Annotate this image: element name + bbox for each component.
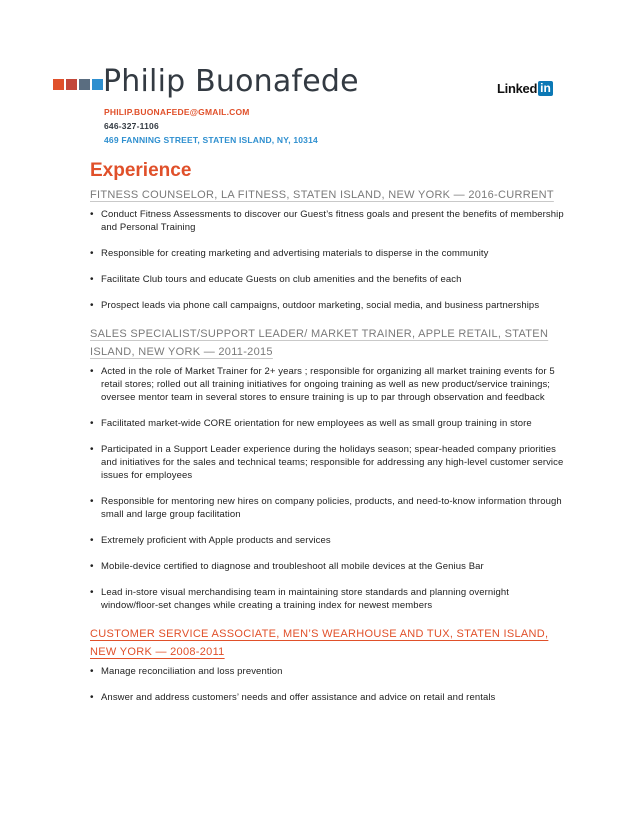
bullet-item: • Conduct Fitness Assessments to discover our Guest’s fitness goals and present the benefits of membership and Personal Training [90,208,568,234]
phone-number: 646-327-1106 [104,121,159,131]
linkedin-word: Linked [497,81,538,96]
job-bullets [90,365,568,612]
bullet-item: • Answer and address customers’ needs and offer assistance and advice on retail and rentals [90,691,568,704]
bullet-item: • Mobile-device certified to diagnose and troubleshoot all mobile devices at the Genius Bar [90,560,568,573]
job-entry [90,625,568,704]
section-title-experience: Experience [90,160,192,181]
logo-square [53,79,64,90]
job-bullets [90,665,568,704]
address: 469 FANNING STREET, STATEN ISLAND, NY, 10314 [104,135,318,145]
bullet-item: • Prospect leads via phone call campaigns, outdoor marketing, social media, and business partnerships [90,299,568,312]
bullet-item: • Lead in-store visual merchandising team in maintaining store standards and planning overnight window/floor-set changes while creating a training index for newest members [90,586,568,612]
bullet-item: • Responsible for creating marketing and advertising materials to disperse in the community [90,247,568,260]
job-title: CUSTOMER SERVICE ASSOCIATE, MEN’S WEARHOUSE AND TUX, STATEN ISLAND, NEW YORK — 2008-2011 [90,628,549,658]
bullet-item: • Responsible for mentoring new hires on company policies, products, and need-to-know information through small and large group facilitation [90,495,568,521]
logo-square [92,79,103,90]
linkedin-logo[interactable] [497,81,553,96]
job-entry [90,325,568,612]
bullet-item: • Extremely proficient with Apple products and services [90,534,568,547]
bullet-item: • Acted in the role of Market Trainer for 2+ years ; responsible for organizing all market training events for 5 retail stores; rolled out all training initiatives for ongoing training as well as new product/service trainings; oversee mentor team in several stores to ensure training is up to par through observation and feedback [90,365,568,404]
bullet-item: • Facilitate Club tours and educate Guests on club amenities and the benefits of each [90,273,568,286]
resume-name: Philip Buonafede [103,64,359,99]
logo-square [66,79,77,90]
job-bullets [90,208,568,312]
bullet-item: • Participated in a Support Leader experience during the holidays season; spear-headed company priorities and initiatives for the sales and technical teams; responsible for addressing any high-level customer service issues for employees [90,443,568,482]
job-title: FITNESS COUNSELOR, LA FITNESS, STATEN ISLAND, NEW YORK — 2016-CURRENT [90,189,554,201]
contact-block [104,105,318,147]
job-title: SALES SPECIALIST/SUPPORT LEADER/ MARKET TRAINER, APPLE RETAIL, STATEN ISLAND, NEW YORK — 2011-2015 [90,328,549,358]
email-link[interactable]: PHILIP.BUONAFEDE@GMAIL.COM [104,107,250,117]
bullet-item: • Facilitated market-wide CORE orientation for new employees as well as small group training in store [90,417,568,430]
logo-squares [53,79,103,90]
experience-list [90,186,568,717]
linkedin-in-icon: in [540,81,551,95]
logo-square [79,79,90,90]
bullet-item: • Manage reconciliation and loss prevention [90,665,568,678]
job-entry [90,186,568,312]
